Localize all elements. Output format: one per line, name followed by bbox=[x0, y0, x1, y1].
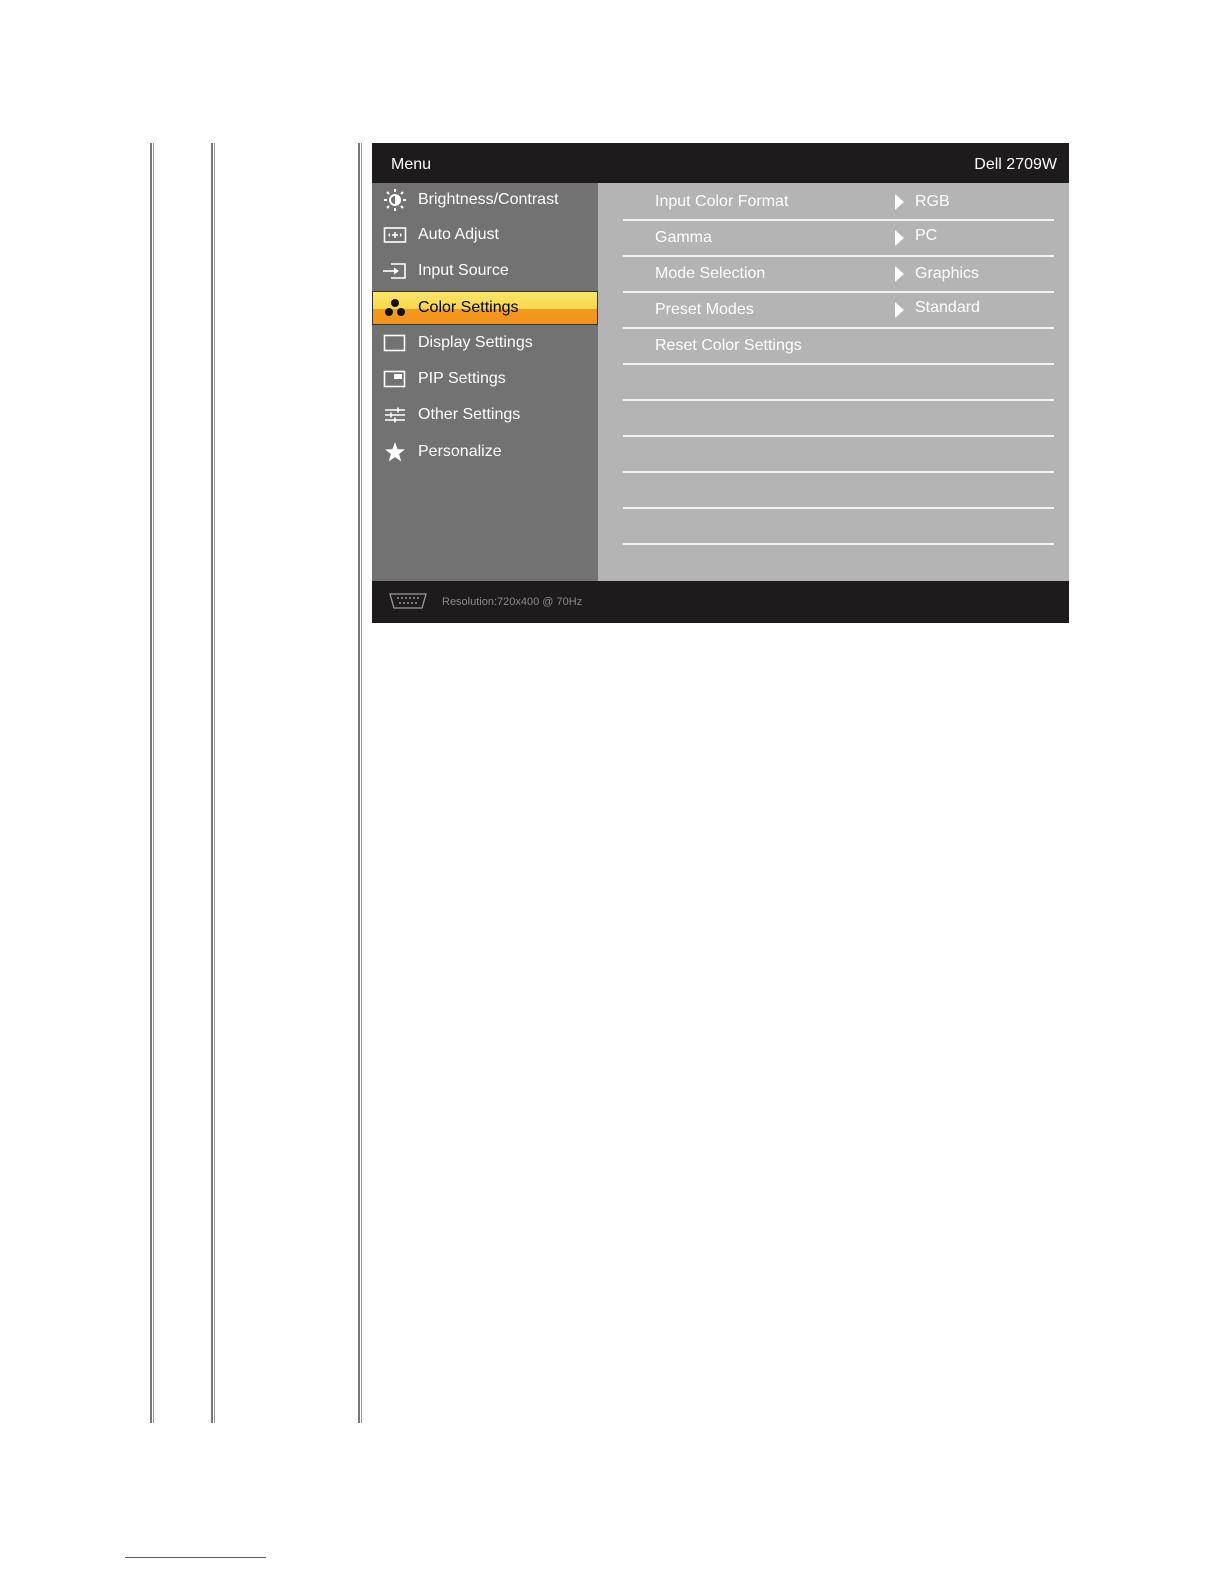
submenu-row-empty bbox=[623, 435, 1054, 473]
color-settings-icon bbox=[383, 297, 407, 319]
submenu-row-label: Preset Modes bbox=[655, 301, 754, 318]
arrow-right-icon bbox=[895, 266, 904, 282]
submenu-row-reset-color-settings[interactable] bbox=[623, 327, 1054, 365]
color-settings-submenu bbox=[598, 183, 1069, 581]
menu-item-auto-adjust[interactable] bbox=[372, 218, 598, 252]
menu-item-input-source[interactable] bbox=[372, 254, 598, 288]
menu-item-pip-settings[interactable] bbox=[372, 362, 598, 396]
auto-adjust-icon bbox=[383, 224, 407, 246]
submenu-row-label: Input Color Format bbox=[655, 193, 789, 210]
submenu-row-value: Standard bbox=[915, 299, 980, 316]
footer-link-underline[interactable] bbox=[125, 1557, 266, 1558]
menu-item-label: PIP Settings bbox=[418, 370, 506, 387]
submenu-row-value: PC bbox=[915, 227, 938, 244]
resolution-text: Resolution:720x400 @ 70Hz bbox=[442, 596, 583, 608]
pip-icon bbox=[383, 368, 407, 390]
osd-footer bbox=[372, 581, 1069, 623]
submenu-row-empty bbox=[623, 471, 1054, 509]
submenu-row-value: RGB bbox=[915, 193, 950, 210]
arrow-right-icon bbox=[895, 194, 904, 210]
menu-item-personalize[interactable] bbox=[372, 435, 598, 469]
osd-menu bbox=[372, 143, 1069, 623]
osd-title: Menu bbox=[391, 156, 432, 173]
submenu-row-empty bbox=[623, 399, 1054, 437]
other-settings-icon bbox=[383, 404, 407, 426]
brightness-icon bbox=[383, 189, 407, 211]
submenu-row-empty bbox=[623, 507, 1054, 545]
menu-item-brightness-contrast[interactable] bbox=[372, 183, 598, 217]
submenu-row-label: Reset Color Settings bbox=[655, 337, 802, 354]
menu-item-other-settings[interactable] bbox=[372, 398, 598, 432]
menu-item-label: Other Settings bbox=[418, 406, 521, 423]
input-source-icon bbox=[383, 260, 407, 282]
submenu-row-label: Mode Selection bbox=[655, 265, 766, 282]
menu-item-display-settings[interactable] bbox=[372, 326, 598, 360]
submenu-row-gamma[interactable] bbox=[623, 219, 1054, 257]
arrow-right-icon bbox=[895, 230, 904, 246]
submenu-row-input-color-format[interactable] bbox=[623, 183, 1054, 221]
menu-item-label: Input Source bbox=[418, 262, 509, 279]
menu-item-color-settings[interactable] bbox=[372, 291, 598, 325]
submenu-row-mode-selection[interactable] bbox=[623, 255, 1054, 293]
menu-item-label: Auto Adjust bbox=[418, 226, 499, 243]
menu-item-label: Brightness/Contrast bbox=[418, 191, 559, 208]
vga-connector-icon bbox=[387, 592, 429, 610]
menu-item-label: Display Settings bbox=[418, 334, 533, 351]
submenu-row-preset-modes[interactable] bbox=[623, 291, 1054, 329]
submenu-row-empty bbox=[623, 363, 1054, 401]
arrow-right-icon bbox=[895, 302, 904, 318]
main-menu bbox=[372, 183, 598, 581]
osd-header bbox=[372, 143, 1069, 183]
star-icon bbox=[383, 441, 407, 463]
menu-item-label: Color Settings bbox=[418, 299, 519, 316]
submenu-row-value: Graphics bbox=[915, 265, 980, 282]
submenu-row-label: Gamma bbox=[655, 229, 712, 246]
menu-item-label: Personalize bbox=[418, 443, 502, 460]
monitor-model: Dell 2709W bbox=[974, 156, 1057, 173]
display-settings-icon bbox=[383, 332, 407, 354]
